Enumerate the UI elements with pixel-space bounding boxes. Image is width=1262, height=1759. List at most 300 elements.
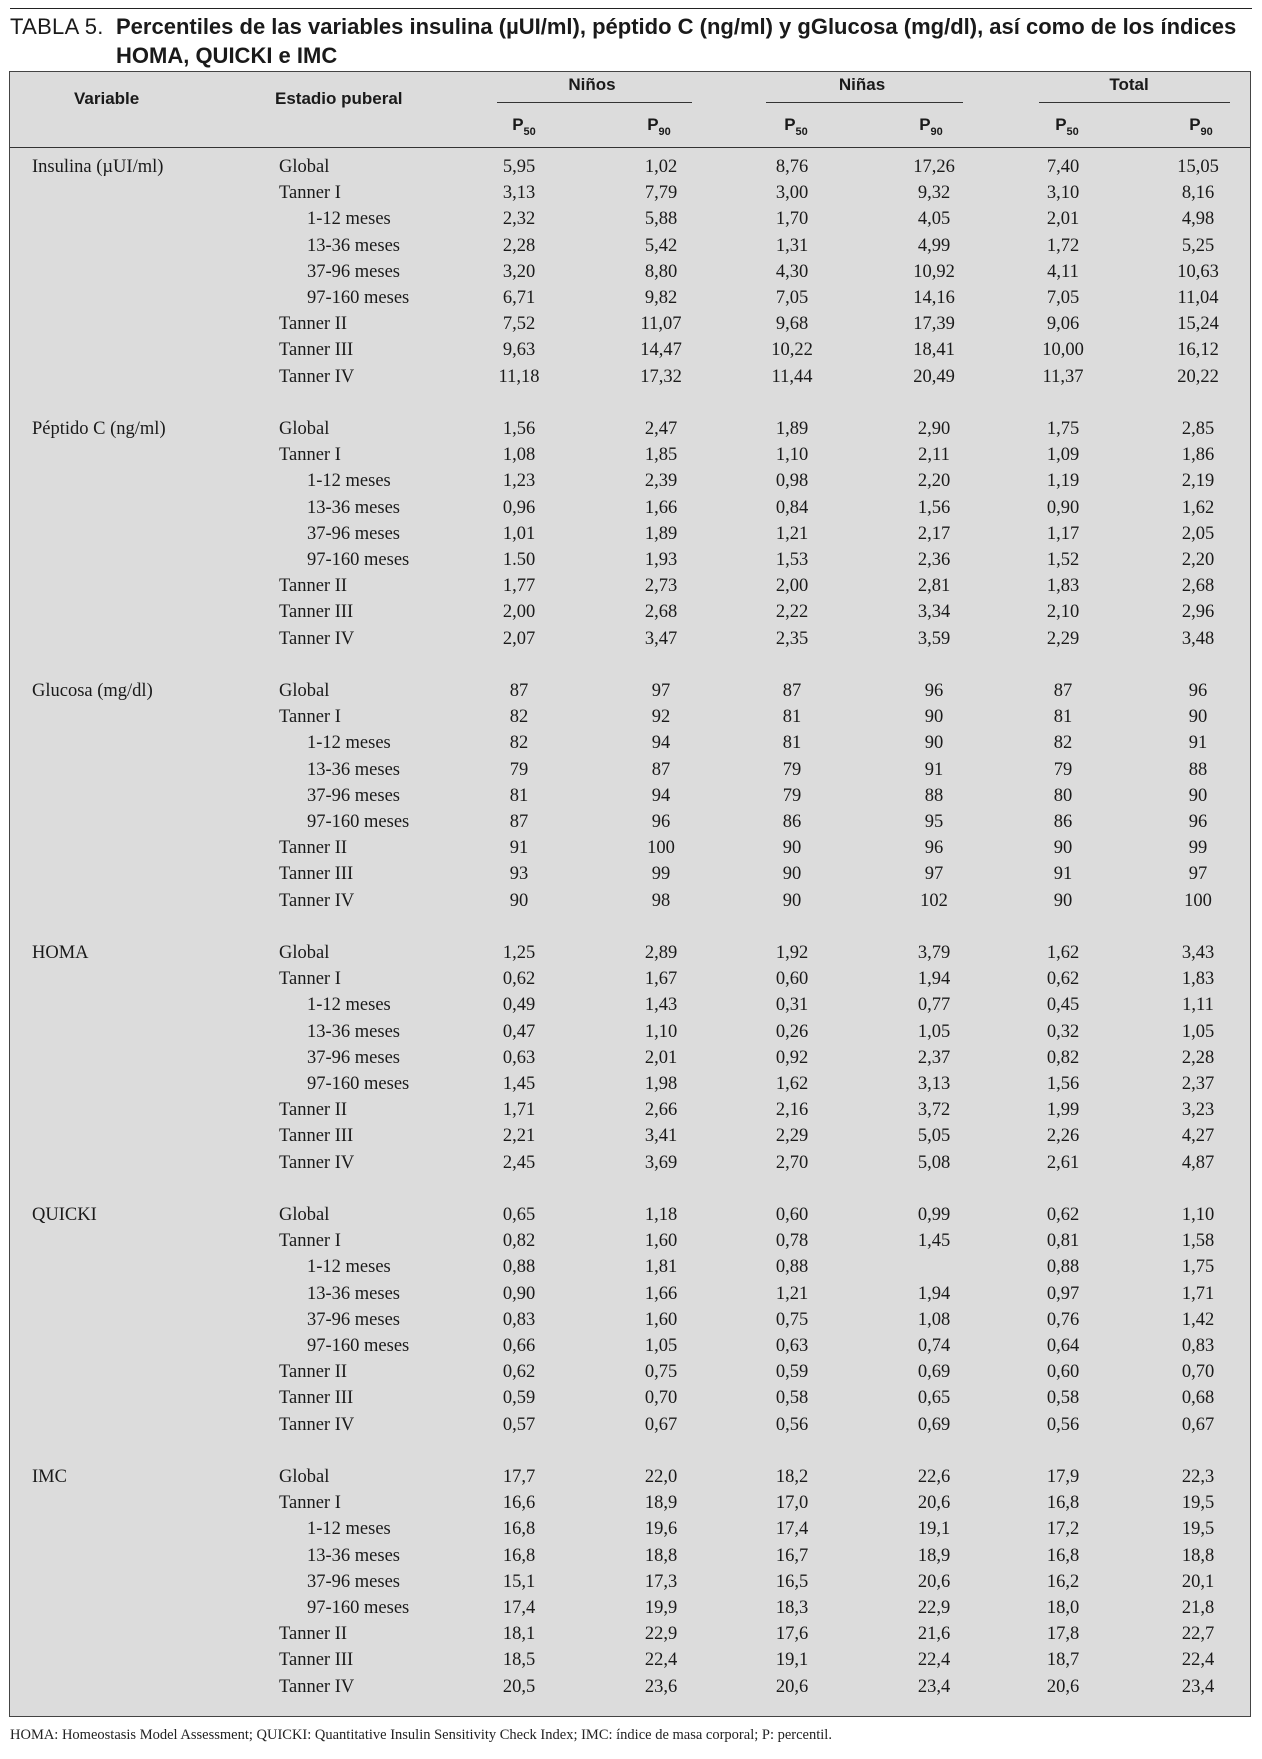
table-cell: 2,01 [1046,209,1080,230]
table-cell: 81 [782,733,802,754]
table-cell: 2,35 [775,628,809,649]
table-cell: 3,13 [502,183,536,204]
table-cell: 0,65 [917,1388,951,1409]
variable-name: Insulina (µUI/ml) [32,157,164,177]
table-cell: 2,70 [775,1152,809,1173]
table-cell: 16,8 [1046,1545,1080,1566]
table-cell: 3,79 [917,943,951,963]
table-cell: 17,26 [913,157,955,177]
table-cell: 1,77 [502,576,536,597]
table-cell: 1,99 [1046,1100,1080,1121]
table-cell: 1,43 [644,995,678,1016]
table-cell: 1,58 [1181,1231,1215,1252]
table-cell: 23,4 [1181,1676,1215,1697]
table-cell: 2,73 [644,576,678,597]
table-cell: 7,40 [1046,157,1080,177]
stage-label: 1-12 meses [307,1519,391,1540]
table-cell: 18,1 [502,1624,536,1645]
table-cell: 1,66 [644,1283,678,1304]
table-cell: 18,0 [1046,1598,1080,1618]
table-cell: 1,89 [775,419,809,439]
table-cell: 1,86 [1181,445,1215,466]
stage-label: Tanner II [279,838,348,859]
table-cell: 2,28 [502,235,536,256]
table-cell: 0,83 [502,1309,536,1330]
table-cell: 1,83 [1046,576,1080,597]
table-cell: 3,59 [917,628,951,649]
table-cell: 2,01 [644,1047,678,1068]
stage-label: Tanner I [279,707,341,728]
stage-label: Tanner IV [279,890,355,911]
table-cell: 1.50 [502,550,536,570]
table-cell: 0,57 [502,1414,536,1435]
table-cell: 2,45 [502,1152,536,1173]
header-p50: $P_{50}$ [1055,115,1079,138]
header-p50: $P_{50}$ [512,115,536,138]
table-cell: 1,85 [644,445,678,466]
table-cell: 82 [509,733,529,754]
table-cell: 16,8 [502,1545,536,1566]
table-cell: 18,3 [775,1598,809,1618]
table-cell: 3,43 [1181,943,1215,963]
variable-name: Péptido C (ng/ml) [32,419,166,439]
variable-name: HOMA [32,943,89,963]
table-cell: 2,22 [775,602,809,623]
table-cell: 94 [651,785,671,806]
table-cell: 23,4 [917,1676,951,1697]
table-cell: 16,2 [1046,1571,1080,1592]
table-cell: 3,10 [1046,183,1080,204]
table-cell: 0,82 [502,1231,536,1252]
table-cell: 87 [782,681,802,701]
table-cell: 96 [1188,681,1208,701]
table-cell: 9,68 [775,314,809,335]
table-cell: 1,09 [1046,445,1080,466]
table-cell: 0,77 [917,995,951,1016]
table-cell: 18,8 [644,1545,678,1566]
table-cell: 21,8 [1181,1598,1215,1618]
table-cell: 97 [924,864,944,885]
table-cell: 1,52 [1046,550,1080,570]
table-title: Percentiles de las variables insulina (µUI/ml), péptido C (ng/ml) y gGlucosa (mg/dl), así como de los índices HOMA, QUICKI e IMC [116,14,1237,68]
footnote: HOMA: Homeostasis Model Assessment; QUICKI: Quantitative Insulin Sensitivity Check Index; IMC: índice de masa corporal; P: percentil. [10,1727,832,1743]
table-cell: 81 [509,785,529,806]
table-cell: 100 [647,838,675,859]
table-cell: 16,8 [1046,1493,1080,1514]
table-cell: 20,6 [1046,1676,1080,1697]
table-cell: 90 [1053,890,1073,911]
stage-label: 13-36 meses [307,497,400,518]
table-cell: 2,66 [644,1100,678,1121]
table-label: TABLA 5. [10,14,104,39]
table-cell: 16,5 [775,1571,809,1592]
table-cell: 17,39 [913,314,955,335]
table-cell: 0,69 [917,1414,951,1435]
table-cell: 79 [782,759,802,780]
table-cell: 102 [920,890,948,911]
table-cell: 2,28 [1181,1047,1215,1068]
table-cell: 91 [924,759,944,780]
table-cell: 6,71 [502,288,536,308]
table-cell: 0,75 [775,1309,809,1330]
top-rule [10,8,1252,9]
table-cell: 18,41 [913,340,955,361]
table-cell: 1,45 [917,1231,951,1252]
table-cell: 81 [782,707,802,728]
table-cell: 88 [924,785,944,806]
table-cell: 2,37 [1181,1074,1215,1094]
table-cell: 8,16 [1181,183,1215,204]
table-cell: 22,4 [917,1650,951,1671]
table-cell: 2,20 [917,471,951,492]
table-cell: 17,3 [644,1571,678,1592]
table-cell: 18,8 [1181,1545,1215,1566]
table-cell: 0,31 [775,995,809,1016]
table-cell: 16,12 [1177,340,1219,361]
table-cell: 0,88 [775,1257,809,1278]
table-cell: 2,17 [917,523,951,544]
stage-label: 37-96 meses [307,1309,400,1330]
table-cell: 7,79 [644,183,678,204]
table-cell: 17,32 [640,366,682,387]
table-cell: 5,25 [1181,235,1215,256]
table-cell: 1,62 [1181,497,1215,518]
table-cell: 90 [924,733,944,754]
table-cell: 0,84 [775,497,809,518]
table-cell: 3,69 [644,1152,678,1173]
table-cell: 1,10 [775,445,809,466]
stage-label: 37-96 meses [307,261,400,282]
table-cell: 1,71 [1181,1283,1215,1304]
table-cell: 22,9 [917,1598,951,1618]
table-cell: 0,96 [502,497,536,518]
table-cell: 0,68 [1181,1388,1215,1409]
table-cell: 0,56 [775,1414,809,1435]
table-cell: 2,07 [502,628,536,649]
table-cell: 90 [782,838,802,859]
table-cell: 0,74 [917,1336,951,1356]
table-cell: 95 [924,812,944,832]
table-cell: 79 [782,785,802,806]
table-cell: 5,05 [917,1126,951,1147]
table-cell: 1,75 [1046,419,1080,439]
table-cell: 1,70 [775,209,809,230]
table-cell: 10,22 [771,340,813,361]
stage-label: Global [279,157,330,177]
table-cell: 1,94 [917,969,951,990]
header-group-ninos: Niños [568,75,616,94]
stage-label: Tanner II [279,576,348,597]
table-cell: 1,98 [644,1074,678,1094]
table-cell: 20,6 [775,1676,809,1697]
stage-label: Tanner III [279,864,354,885]
stage-label: Tanner IV [279,1414,355,1435]
table-cell: 18,9 [917,1545,951,1566]
table-cell: 23,6 [644,1676,678,1697]
table-cell: 0,62 [1046,1205,1080,1225]
stage-label: 1-12 meses [307,471,391,492]
table-cell: 90 [1053,838,1073,859]
table-cell: 10,92 [913,261,955,282]
table-cell: 8,76 [775,157,809,177]
stage-label: 1-12 meses [307,733,391,754]
group-rule-total [1039,102,1230,103]
table-cell: 96 [1188,812,1208,832]
table-cell: 90 [924,707,944,728]
table-cell: 4,87 [1181,1152,1215,1173]
table-cell: 0,58 [1046,1388,1080,1409]
stage-label: Global [279,1205,330,1225]
table-cell: 90 [782,890,802,911]
table-cell: 0,65 [502,1205,536,1225]
table-cell: 14,47 [640,340,682,361]
table-cell: 0,66 [502,1336,536,1356]
header-group-total: Total [1109,75,1149,94]
table-cell: 0,90 [1046,497,1080,518]
stage-label: 13-36 meses [307,235,400,256]
table-cell: 2,29 [1046,628,1080,649]
table-cell: 0,59 [502,1388,536,1409]
stage-label: Tanner I [279,1231,341,1252]
stage-label: Global [279,681,330,701]
table-cell: 19,9 [644,1598,678,1618]
table-cell: 0,90 [502,1283,536,1304]
variable-name: QUICKI [32,1205,97,1225]
table-cell: 0,49 [502,995,536,1016]
table-cell: 0,75 [644,1362,678,1383]
table-cell: 0,88 [1046,1257,1080,1278]
table-cell: 5,08 [917,1152,951,1173]
table-cell: 86 [1053,812,1073,832]
table-cell: 2,89 [644,943,678,963]
table-cell: 100 [1184,890,1212,911]
table-cell: 2,85 [1181,419,1215,439]
table-cell: 15,1 [502,1571,536,1592]
table-cell: 99 [651,864,671,885]
stage-label: Tanner II [279,1362,348,1383]
table-cell: 1,10 [1181,1205,1215,1225]
table-cell: 94 [651,733,671,754]
table-cell: 2,10 [1046,602,1080,623]
table-cell: 3,41 [644,1126,678,1147]
table-cell: 7,05 [775,288,809,308]
table-cell: 91 [1053,864,1073,885]
header-p90: $P_{90}$ [919,115,943,138]
table-cell: 98 [651,890,671,911]
table-cell: 21,6 [917,1624,951,1645]
table-cell: 20,6 [917,1493,951,1514]
stage-label: Tanner III [279,1388,354,1409]
table-cell: 9,32 [917,183,951,204]
table-cell: 22,7 [1181,1624,1215,1645]
table-cell: 87 [509,681,529,701]
table-cell: 2,81 [917,576,951,597]
group-rule-ninas [766,102,963,103]
table-cell: 1,25 [502,943,536,963]
stage-label: Tanner II [279,1100,348,1121]
table-cell: 1,56 [1046,1074,1080,1094]
table-cell: 1,11 [1182,995,1214,1016]
table-cell: 22,6 [917,1467,951,1487]
table-cell: 0,67 [1181,1414,1215,1435]
table-cell: 19,6 [644,1519,678,1540]
table-cell: 4,27 [1181,1126,1215,1147]
table-cell: 1,08 [917,1309,951,1330]
table-cell: 99 [1188,838,1208,859]
variable-name: Glucosa (mg/dl) [32,681,153,701]
data-table [9,71,1251,1717]
table-cell: 0,82 [1046,1047,1080,1068]
table-cell: 87 [509,812,529,832]
table-cell: 1,72 [1046,235,1080,256]
table-cell: 1,71 [502,1100,536,1121]
table-cell: 16,7 [775,1545,809,1566]
table-cell: 2,61 [1046,1152,1080,1173]
stage-label: Tanner III [279,1126,354,1147]
table-cell: 2,05 [1181,523,1215,544]
table-cell: 17,8 [1046,1624,1080,1645]
table-cell: 4,30 [775,261,809,282]
table-cell: 1,19 [1046,471,1080,492]
table-cell: 0,63 [775,1336,809,1356]
table-cell: 0,63 [502,1047,536,1068]
table-cell: 22,0 [644,1467,678,1487]
table-cell: 90 [1188,707,1208,728]
table-cell: 14,16 [913,288,955,308]
table-cell: 90 [1188,785,1208,806]
table-cell: 9,06 [1046,314,1080,335]
stage-label: Tanner I [279,969,341,990]
variable-name: IMC [32,1467,67,1487]
stage-label: 37-96 meses [307,1571,400,1592]
table-cell: 1,45 [502,1074,536,1094]
table-cell: 1,01 [502,523,536,544]
stage-label: Tanner IV [279,628,355,649]
table-cell: 79 [1053,759,1073,780]
table-cell: 0,69 [917,1362,951,1383]
table-cell: 2,68 [1181,576,1215,597]
table-cell: 1,75 [1181,1257,1215,1278]
table-cell: 1,53 [775,550,809,570]
table-cell: 5,95 [502,157,536,177]
table-cell: 1,94 [917,1283,951,1304]
stage-label: Tanner I [279,445,341,466]
table-cell: 0,62 [1046,969,1080,990]
header-p90: $P_{90}$ [647,115,671,138]
table-cell: 90 [782,864,802,885]
table-cell: 5,42 [644,235,678,256]
table-cell: 1,02 [644,157,678,177]
table-cell: 87 [1053,681,1073,701]
table-cell: 91 [509,838,529,859]
stage-label: Global [279,1467,330,1487]
table-cell: 96 [651,812,671,832]
table-cell: 3,47 [644,628,678,649]
stage-label: Tanner III [279,1650,354,1671]
table-cell: 86 [782,812,802,832]
table-cell: 96 [924,838,944,859]
table-cell: 79 [509,759,529,780]
table-cell: 2,47 [644,419,678,439]
table-cell: 1,21 [775,523,809,544]
table-cell: 96 [924,681,944,701]
stage-label: 13-36 meses [307,1021,400,1042]
stage-label: Tanner II [279,1624,348,1645]
table-cell: 0,67 [644,1414,678,1435]
table-cell: 0,92 [775,1047,809,1068]
table-cell: 0,78 [775,1231,809,1252]
table-cell: 1,18 [644,1205,678,1225]
stage-label: Tanner III [279,602,354,623]
table-cell: 97 [1188,864,1208,885]
header-variable: Variable [74,89,140,108]
table-cell: 0,70 [1181,1362,1215,1383]
table-cell: 82 [509,707,529,728]
table-cell: 80 [1053,785,1073,806]
table-cell: 19,5 [1181,1519,1215,1540]
table-cell: 17,2 [1046,1519,1080,1540]
table-cell: 1,89 [644,523,678,544]
stage-label: Tanner I [279,183,341,204]
stage-label: 97-160 meses [307,550,410,570]
header-separator [10,147,1250,148]
table-cell: 10,00 [1042,340,1084,361]
table-cell: 1,62 [1046,943,1080,963]
table-cell: 1,05 [917,1021,951,1042]
table-cell: 1,60 [644,1231,678,1252]
table-cell: 1,67 [644,969,678,990]
table-cell: 1,08 [502,445,536,466]
table-cell: 1,10 [644,1021,678,1042]
table-cell: 2,00 [775,576,809,597]
table-cell: 0,60 [775,1205,809,1225]
table-cell: 1,93 [644,550,678,570]
table-cell: 2,32 [502,209,536,230]
table-cell: 0,26 [775,1021,809,1042]
header-stage: Estadio puberal [275,89,403,108]
table-cell: 1,21 [775,1283,809,1304]
table-cell: 18,9 [644,1493,678,1514]
table-cell: 82 [1053,733,1073,754]
table-cell: 0,98 [775,471,809,492]
table-cell: 3,00 [775,183,809,204]
table-cell: 3,48 [1181,628,1215,649]
table-cell: 88 [1188,759,1208,780]
stage-label: 13-36 meses [307,1283,400,1304]
header-p90: $P_{90}$ [1189,115,1213,138]
table-cell: 4,11 [1047,261,1079,282]
table-cell: 5,88 [644,209,678,230]
table-cell: 22,4 [644,1650,678,1671]
table-cell: 19,1 [775,1650,809,1671]
stage-label: 97-160 meses [307,1336,410,1356]
table-cell: 0,56 [1046,1414,1080,1435]
table-cell: 2,96 [1181,602,1215,623]
table-cell: 4,99 [917,235,951,256]
table-cell: 0,60 [1046,1362,1080,1383]
table-cell: 17,4 [502,1598,536,1618]
table-cell: 16,8 [502,1519,536,1540]
table-cell: 0,59 [775,1362,809,1383]
table-cell: 93 [509,864,529,885]
table-cell: 1,31 [775,235,809,256]
table-cell: 0,32 [1046,1021,1080,1042]
table-cell: 15,24 [1177,314,1219,335]
stage-label: 1-12 meses [307,1257,391,1278]
table-cell: 4,05 [917,209,951,230]
table-cell: 20,6 [917,1571,951,1592]
table-cell: 7,05 [1046,288,1080,308]
